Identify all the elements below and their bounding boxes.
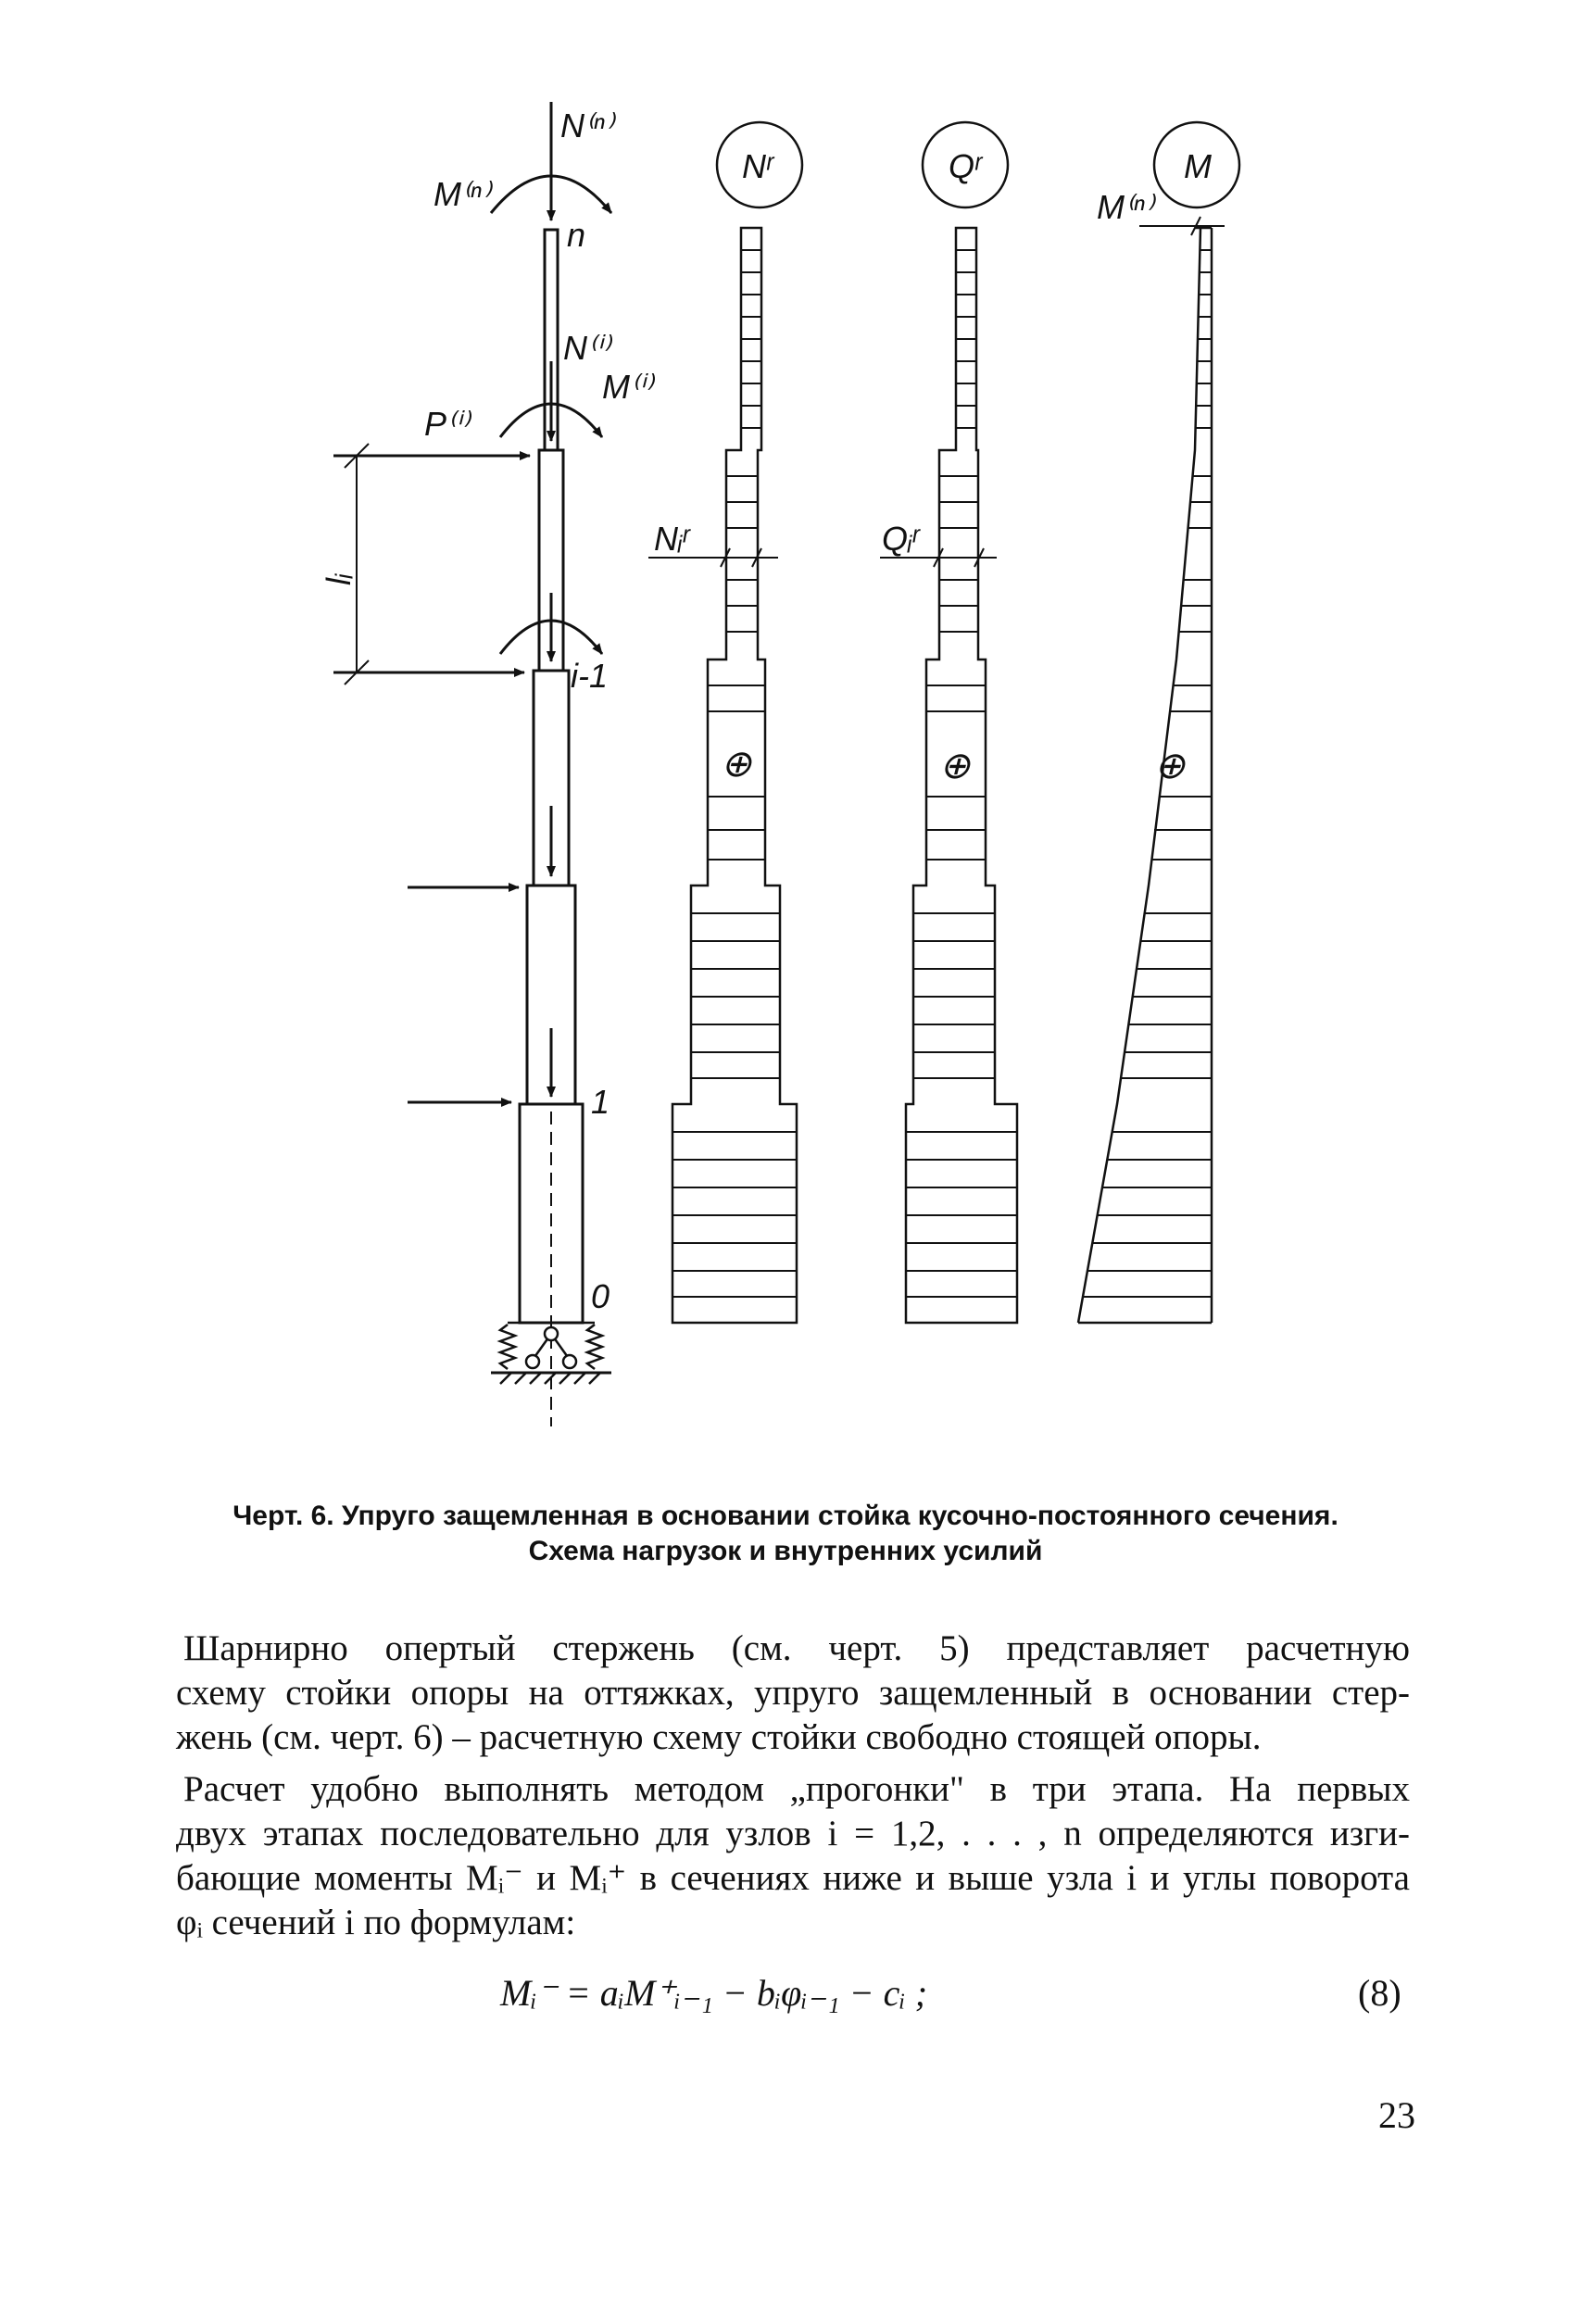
label-node-moment: M⁽ⁱ⁾ <box>602 368 653 406</box>
label-node-force: N⁽ⁱ⁾ <box>563 329 610 367</box>
column-labels <box>320 107 655 1315</box>
paragraph-line: φᵢ сечений i по формулам: <box>176 1903 576 1942</box>
paragraph-line: Шарнирно опертый стержень (см. черт. 5) представляет расчетную <box>183 1628 1410 1668</box>
paragraph-line: двух этапах последовательно для узлов i = 1,2, . . . , n определяются изги- <box>176 1814 1410 1853</box>
page-number: 23 <box>1378 2094 1415 2136</box>
label-node-0: 0 <box>591 1277 610 1315</box>
label-node-load: P⁽ⁱ⁾ <box>424 405 470 443</box>
equation-number: (8) <box>1358 1972 1401 2014</box>
paragraph-line: жень (см. черт. 6) – расчетную схему стойки свободно стоящей опоры. <box>176 1717 1262 1757</box>
diagram-title-m: M <box>1184 147 1212 185</box>
diagram-title-q-r: Qʳ <box>949 147 982 185</box>
paragraph-line: бающие моменты Mᵢ⁻ и Mᵢ⁺ в сечениях ниже и выше узла i и углы поворота <box>176 1858 1410 1898</box>
label-node-n: n <box>567 216 586 254</box>
diagram-q-r <box>880 122 1017 1323</box>
paragraph-line: Расчет удобно выполнять методом „прогонки" в три этапа. На первых <box>183 1769 1410 1809</box>
formula-8: Mᵢ⁻ = aᵢM⁺ᵢ₋₁ − bᵢφᵢ₋₁ − cᵢ ; <box>500 1972 928 2014</box>
sign-plus-q-r: ⊕ <box>939 746 971 786</box>
label-top-force: N⁽ⁿ⁾ <box>560 107 613 144</box>
paragraph-2 <box>176 1767 1410 1945</box>
sign-plus-n-r: ⊕ <box>721 744 752 785</box>
diagram-m <box>1078 122 1239 1323</box>
caption-line-1: Черт. 6. Упруго защемленная в основании стойка кусочно-постоянного сечения. <box>233 1501 1338 1531</box>
label-node-i-1: i-1 <box>571 657 609 695</box>
column-scheme <box>333 102 611 1426</box>
diagram-title-n-r: Nʳ <box>742 147 773 185</box>
diagram-n-r <box>648 122 802 1323</box>
caption-line-2: Схема нагрузок и внутренних усилий <box>528 1536 1043 1566</box>
paragraph-line: схему стойки опоры на оттяжках, упруго защемленный в основании стер- <box>176 1673 1410 1713</box>
figure-caption <box>139 1499 1432 1569</box>
label-node-1: 1 <box>591 1083 610 1121</box>
label-top-moment: M⁽ⁿ⁾ <box>434 175 490 213</box>
paragraph-1 <box>176 1627 1410 1760</box>
elastic-support <box>491 1323 611 1384</box>
label-segment-length: lᵢ <box>320 573 358 585</box>
section-label-n-r: Nᵢʳ <box>654 520 690 558</box>
section-label-m-top: M⁽ⁿ⁾ <box>1097 188 1153 226</box>
section-label-q-r: Qᵢʳ <box>882 520 920 558</box>
sign-plus-m: ⊕ <box>1154 746 1186 786</box>
